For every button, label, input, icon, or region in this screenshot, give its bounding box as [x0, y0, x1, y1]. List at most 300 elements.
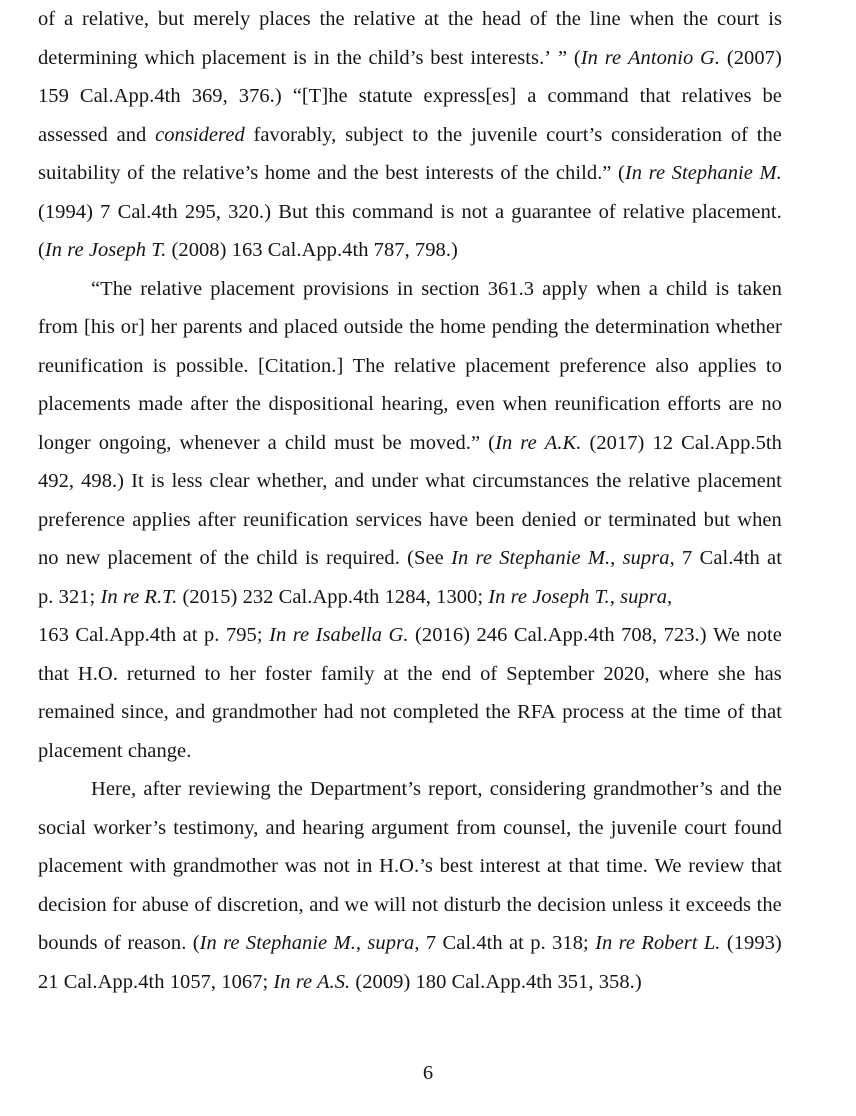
word: after — [143, 778, 182, 800]
word: been — [475, 508, 515, 531]
text-line: placement change. — [38, 739, 192, 762]
word: re — [292, 624, 310, 646]
word: supra, — [367, 932, 420, 954]
word: [Citation.] — [257, 354, 344, 377]
word: moved.” — [409, 431, 481, 454]
word: note — [746, 624, 782, 646]
word: the — [506, 893, 532, 916]
word: testimony, — [173, 816, 259, 839]
word: not — [359, 701, 387, 723]
word: applies — [132, 508, 191, 531]
word: of — [730, 123, 749, 146]
word: is — [715, 277, 730, 300]
word: [his — [83, 316, 115, 338]
word: at — [546, 855, 562, 877]
word: remained — [38, 701, 115, 723]
word: the — [756, 893, 782, 916]
word: at — [509, 932, 524, 954]
word: the — [235, 393, 261, 415]
word: ” — [557, 46, 568, 69]
word: must — [334, 431, 375, 454]
word: Cal.4th — [699, 547, 760, 569]
word: report, — [428, 778, 483, 800]
word: efforts — [667, 393, 722, 415]
text-line — [38, 385, 782, 424]
word: provisions — [303, 277, 389, 300]
word: command — [547, 85, 629, 107]
word: applies — [698, 354, 757, 377]
word: “The — [91, 277, 133, 300]
word: determining — [38, 46, 138, 69]
word: the — [407, 662, 433, 685]
word: (1993) — [726, 932, 782, 954]
word: and — [116, 123, 147, 146]
word: process — [562, 701, 625, 723]
text-line — [38, 424, 782, 463]
word: reunification — [554, 393, 661, 415]
word: outside — [343, 316, 404, 338]
word: G. — [700, 46, 721, 69]
word: a — [527, 85, 537, 107]
word: end — [441, 662, 472, 685]
word: is — [304, 547, 319, 569]
word: that — [568, 855, 600, 877]
word: Stephanie — [499, 547, 581, 569]
word: In — [269, 624, 287, 646]
word: even — [456, 393, 495, 415]
word: this — [315, 200, 345, 223]
word: relative’s — [182, 162, 259, 184]
word: Here, — [91, 778, 137, 800]
word: no — [761, 393, 782, 415]
word: the — [682, 8, 709, 30]
word: is — [293, 46, 307, 69]
word: when — [629, 8, 675, 30]
word: new — [65, 547, 101, 569]
word: suitability — [38, 162, 121, 184]
word: not — [461, 200, 488, 223]
word: hearing — [302, 816, 365, 839]
text-line — [38, 501, 782, 540]
word: H.O. — [77, 662, 118, 685]
word: In — [595, 932, 613, 954]
word: the — [409, 316, 435, 338]
word: reviewing — [188, 778, 271, 800]
word: the — [756, 123, 782, 146]
word: a — [64, 8, 74, 30]
text-line — [38, 655, 782, 694]
word: abuse — [141, 893, 189, 916]
word: the — [524, 162, 550, 184]
word: relative, — [82, 8, 150, 30]
word: when — [737, 508, 782, 531]
word: taken — [737, 277, 782, 300]
word: apply — [542, 277, 588, 300]
word: 498.) — [81, 470, 125, 492]
word: her — [150, 316, 178, 338]
word: best — [439, 855, 473, 877]
word: (In — [618, 162, 643, 184]
word: statute — [358, 85, 413, 107]
word: that — [38, 662, 69, 685]
word: (See — [407, 547, 444, 569]
word: is — [150, 470, 165, 492]
word: or — [583, 508, 601, 531]
word: discretion, — [217, 893, 304, 916]
word: places — [259, 8, 311, 30]
word: she — [717, 662, 746, 685]
word: re — [648, 162, 666, 184]
text-line — [38, 77, 782, 116]
text-line — [38, 616, 782, 655]
word: from — [38, 316, 79, 338]
word: 376.) — [238, 85, 282, 107]
word: was — [284, 855, 317, 877]
word: have — [429, 508, 469, 531]
word: M. — [759, 162, 782, 184]
word: We — [713, 624, 740, 646]
word: Stephanie — [671, 162, 753, 184]
word: of — [38, 8, 56, 30]
word: (2016) — [415, 624, 471, 646]
word: whether, — [256, 470, 328, 492]
word: of — [529, 8, 547, 30]
word: assessed — [38, 123, 108, 146]
word: to — [765, 354, 782, 377]
word: social — [38, 816, 87, 839]
word: and — [309, 893, 339, 916]
word: placed — [283, 316, 338, 338]
paragraph — [38, 270, 782, 771]
word: the — [437, 123, 463, 146]
word: line — [589, 8, 621, 30]
word: of — [480, 662, 498, 685]
word: time — [684, 701, 721, 723]
word: whether — [715, 316, 782, 338]
word: after — [197, 508, 236, 531]
word: consideration — [611, 123, 723, 146]
word: had — [323, 701, 354, 723]
text-line — [38, 308, 782, 347]
word: argument — [371, 816, 449, 839]
word: interests.’ — [470, 46, 552, 69]
word: circumstances — [472, 470, 590, 492]
word: best — [385, 162, 419, 184]
text-line: 21 Cal.App.4th 1057, 1067; In re A.S. (2009) 180 Cal.App.4th 351, 358.) — [38, 970, 642, 993]
word: It — [131, 470, 144, 492]
text-line — [38, 0, 782, 39]
word: and — [175, 701, 206, 723]
word: dispositional — [268, 393, 374, 415]
word: reunification — [242, 508, 349, 531]
word: worker’s — [93, 816, 167, 839]
word: under — [371, 470, 419, 492]
text-line — [38, 193, 782, 232]
word: when — [596, 277, 641, 300]
word: interests — [425, 162, 494, 184]
word: Department’s — [310, 778, 422, 800]
word: are — [728, 393, 754, 415]
paragraph — [38, 0, 782, 270]
word: express[es] — [423, 85, 517, 107]
word: or] — [120, 316, 145, 338]
word: relative — [622, 200, 685, 223]
word: Cal.App.5th — [681, 431, 782, 454]
word: that — [750, 855, 782, 877]
paragraph — [38, 770, 782, 1001]
word: but — [703, 508, 730, 531]
word: guarantee — [511, 200, 592, 223]
word: Cal.App.4th — [513, 624, 615, 646]
word: (In — [573, 46, 598, 69]
word: foster — [264, 662, 312, 685]
word: at — [383, 662, 399, 685]
text-line — [38, 39, 782, 78]
word: at — [630, 701, 646, 723]
word: longer — [38, 431, 91, 454]
word: that — [751, 701, 782, 723]
word: (In — [192, 932, 217, 954]
word: child — [256, 547, 298, 569]
text-line: p. 321; In re R.T. (2015) 232 Cal.App.4th 1284, 1300; In re Joseph T., supra, — [38, 585, 673, 608]
word: be — [762, 85, 782, 107]
word: Cal.App.4th — [75, 624, 177, 646]
word: the — [578, 816, 604, 839]
word: favorably, — [253, 123, 337, 146]
word: required. — [326, 547, 400, 569]
word: re — [604, 46, 622, 69]
word: in — [356, 855, 373, 877]
text-line — [38, 270, 782, 309]
word: family — [320, 662, 375, 685]
word: after — [190, 393, 229, 415]
word: placement — [210, 277, 295, 300]
word: the — [596, 470, 622, 492]
word: 318; — [552, 932, 589, 954]
word: completed — [392, 701, 479, 723]
word: 7 — [425, 932, 437, 954]
word: “[T]he — [292, 85, 348, 107]
word: exceeds — [685, 893, 752, 916]
word: it — [668, 893, 681, 916]
word: the — [485, 701, 511, 723]
word: found — [733, 816, 782, 839]
word: reason. — [127, 932, 187, 954]
word: placement — [201, 46, 287, 69]
word: services — [355, 508, 423, 531]
word: no — [38, 547, 59, 569]
word: relatives — [681, 85, 752, 107]
word: placement. — [691, 200, 782, 223]
word: command — [352, 200, 434, 223]
word: child’s — [368, 46, 424, 69]
word: relative — [140, 277, 203, 300]
word: of — [127, 162, 145, 184]
word: the — [555, 8, 581, 30]
word: 795; — [225, 624, 263, 646]
word: review — [688, 855, 745, 877]
word: since, — [121, 701, 169, 723]
text-line — [38, 347, 782, 386]
word: is — [768, 8, 782, 30]
word: We — [654, 855, 682, 877]
word: M., — [587, 547, 616, 569]
word: of — [199, 547, 217, 569]
text-line — [38, 116, 782, 155]
word: denied — [521, 508, 577, 531]
word: 246 — [476, 624, 508, 646]
word: 492, — [38, 470, 75, 492]
word: bounds — [38, 932, 98, 954]
word: of — [727, 701, 745, 723]
word: relative — [394, 354, 456, 377]
word: section — [421, 277, 480, 300]
word: decision — [537, 893, 607, 916]
word: the — [652, 701, 678, 723]
word: the — [447, 8, 474, 30]
word: disturb — [443, 893, 501, 916]
word: and — [248, 316, 279, 338]
word: less — [171, 470, 203, 492]
word: juvenile — [610, 816, 678, 839]
word: 2020, — [603, 662, 650, 685]
word: The — [352, 354, 385, 377]
word: where — [658, 662, 709, 685]
word: grandmother — [172, 855, 278, 877]
text-line — [38, 770, 782, 809]
word: possible. — [175, 354, 249, 377]
word: Cal.App.4th — [79, 85, 181, 107]
text-line — [38, 886, 782, 925]
word: made — [138, 393, 183, 415]
word: relative — [353, 8, 416, 30]
word: the — [353, 162, 379, 184]
page-number: 6 — [422, 1062, 434, 1084]
word: placements — [38, 393, 131, 415]
word: a — [267, 431, 277, 454]
word: Stephanie — [245, 932, 328, 954]
word: re — [520, 431, 537, 454]
word: re — [223, 932, 240, 954]
word: head — [481, 8, 521, 30]
word: not — [411, 893, 439, 916]
word: child — [284, 431, 327, 454]
word: also — [655, 354, 689, 377]
word: terminated — [608, 508, 697, 531]
word: unless — [611, 893, 664, 916]
word: re — [475, 547, 492, 569]
word: and — [265, 816, 296, 839]
word: child — [666, 277, 708, 300]
word: reunification — [38, 354, 144, 377]
word: placement — [38, 855, 123, 877]
word: whenever — [179, 431, 260, 454]
word: home — [264, 162, 311, 184]
word: the — [336, 46, 362, 69]
word: relative — [628, 470, 691, 492]
text-line — [38, 924, 782, 963]
word: to — [412, 123, 429, 146]
word: 708, — [621, 624, 658, 646]
word: is — [152, 354, 167, 377]
word: G. — [388, 624, 409, 646]
word: of — [194, 893, 212, 916]
word: interest — [479, 855, 541, 877]
word: a — [494, 200, 505, 223]
word: at — [424, 8, 440, 30]
word: 159 — [38, 85, 69, 107]
word: in — [313, 46, 330, 69]
word: Antonio — [627, 46, 694, 69]
word: (In — [488, 431, 513, 454]
word: returned — [126, 662, 196, 685]
word: for — [112, 893, 137, 916]
word: time. — [606, 855, 648, 877]
word: which — [144, 46, 195, 69]
word: at — [182, 624, 198, 646]
word: placement — [697, 470, 782, 492]
word: decision — [38, 893, 107, 916]
word: and — [719, 778, 750, 800]
word: and — [334, 470, 365, 492]
word: parents — [182, 316, 243, 338]
word: A.K. — [544, 431, 582, 454]
word: Cal.4th — [117, 200, 178, 223]
word: supra, — [622, 547, 675, 569]
word: court — [717, 8, 760, 30]
word: the — [223, 547, 250, 569]
word: 163 — [38, 624, 69, 646]
word: (2007) — [726, 46, 782, 69]
word: M., — [333, 932, 362, 954]
word: re — [618, 932, 636, 954]
word: Cal.4th — [442, 932, 503, 954]
word: (1994) — [38, 200, 93, 223]
word: preference — [38, 508, 125, 531]
word: grandmother — [211, 701, 318, 723]
word: of — [500, 162, 518, 184]
word: the — [150, 162, 177, 184]
word: 295, — [184, 200, 221, 223]
word: we — [344, 893, 369, 916]
word: subject — [345, 123, 404, 146]
word: court’s — [546, 123, 603, 146]
word: a — [648, 277, 658, 300]
text-line: (In re Joseph T. (2008) 163 Cal.App.4th 787, 798.) — [38, 239, 458, 261]
word: placement — [107, 547, 193, 569]
word: Robert — [641, 932, 698, 954]
word: Isabella — [315, 624, 383, 646]
word: has — [754, 662, 782, 685]
document-body — [38, 0, 782, 1001]
word: 7 — [100, 200, 111, 223]
text-line — [38, 462, 782, 501]
word: determination — [595, 316, 710, 338]
word: of — [598, 200, 616, 223]
word: ongoing, — [98, 431, 172, 454]
word: preference — [559, 354, 647, 377]
word: but — [157, 8, 185, 30]
word: best — [430, 46, 464, 69]
word: the — [756, 778, 782, 800]
word: at — [767, 547, 782, 569]
word: in — [397, 277, 414, 300]
word: when — [502, 393, 548, 415]
word: court — [684, 816, 727, 839]
text-line — [38, 539, 782, 578]
word: to — [204, 662, 221, 685]
word: juvenile — [470, 123, 538, 146]
